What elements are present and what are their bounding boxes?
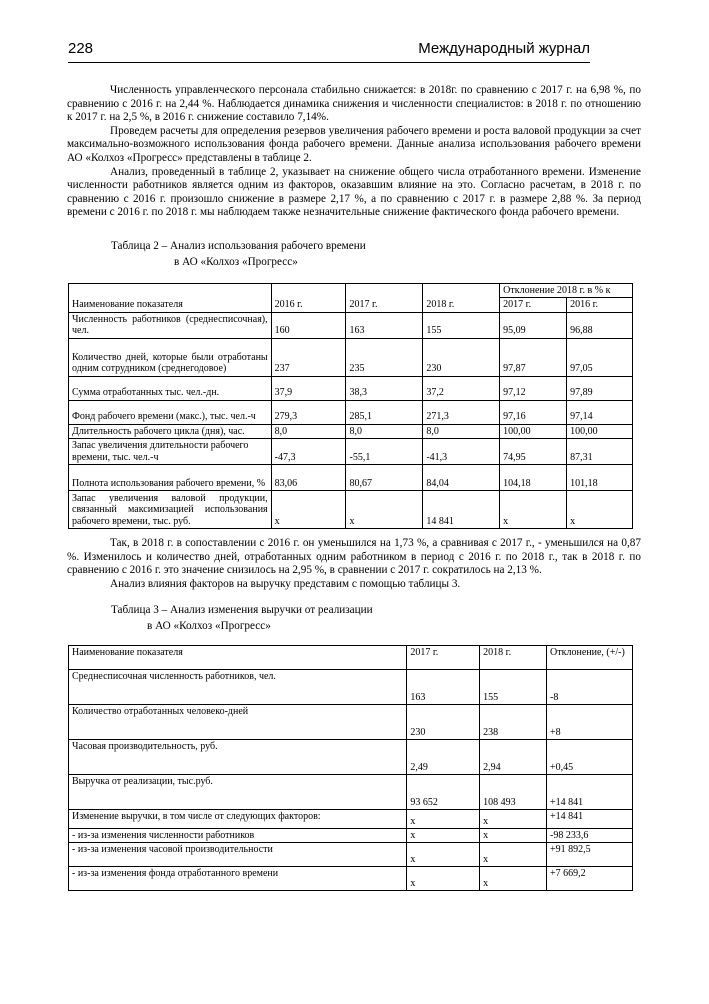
cell: 97,16 — [500, 400, 567, 424]
table3-caption-line2: в АО «Колхоз «Прогресс» — [147, 620, 271, 632]
journal-title: Международный журнал — [418, 40, 590, 57]
cell: 83,06 — [271, 465, 346, 491]
page-number: 228 — [68, 40, 94, 57]
cell: 14 841 — [423, 491, 500, 529]
table-row — [69, 376, 633, 400]
cell: х — [271, 491, 346, 529]
cell: +91 892,5 — [547, 843, 633, 867]
cell: 8,0 — [271, 424, 346, 438]
cell: 100,00 — [567, 424, 633, 438]
cell: 96,88 — [567, 312, 633, 338]
cell: 238 — [480, 705, 547, 740]
table-row — [69, 740, 633, 775]
table-row — [69, 867, 633, 891]
header-cell: 2018 г. — [423, 284, 500, 313]
cell: +8 — [547, 705, 633, 740]
paragraph: Анализ влияния факторов на выручку представим с помощью таблицы 3. — [110, 577, 461, 590]
cell: -98 233,6 — [547, 829, 633, 843]
cell: х — [407, 843, 480, 867]
cell: 2,94 — [480, 740, 547, 775]
cell: 74,95 — [500, 439, 567, 465]
cell: 87,31 — [567, 439, 633, 465]
body-text-top — [67, 84, 641, 220]
row-label: - из-за изменения часовой производительности — [69, 843, 407, 867]
cell: 80,67 — [346, 465, 423, 491]
cell: х — [407, 867, 480, 891]
row-label: Запас увеличения валовой продукции, связанный максимизацией использования рабочего времени, тыс. руб. — [69, 491, 272, 529]
header-cell: 2017 г. — [500, 298, 567, 312]
cell: х — [346, 491, 423, 529]
body-text-mid — [67, 537, 641, 591]
table-row — [69, 400, 633, 424]
header-cell: Отклонение 2018 г. в % к — [500, 284, 633, 298]
table-3 — [68, 645, 633, 891]
table-row — [69, 843, 633, 867]
cell: 160 — [271, 312, 346, 338]
cell: 97,05 — [567, 338, 633, 376]
cell: 84,04 — [423, 465, 500, 491]
cell: 155 — [423, 312, 500, 338]
cell: 271,3 — [423, 400, 500, 424]
cell: х — [480, 867, 547, 891]
cell: 37,2 — [423, 376, 500, 400]
cell: 8,0 — [346, 424, 423, 438]
table-row — [69, 670, 633, 705]
cell: 237 — [271, 338, 346, 376]
cell: +14 841 — [547, 775, 633, 810]
table-row — [69, 829, 633, 843]
header-cell: Отклонение, (+/-) — [547, 646, 633, 670]
cell: 2,49 — [407, 740, 480, 775]
header-cell: 2018 г. — [480, 646, 547, 670]
row-label: Выручка от реализации, тыс.руб. — [69, 775, 407, 810]
cell: х — [480, 810, 547, 829]
cell: х — [407, 810, 480, 829]
table-row — [69, 439, 633, 465]
cell: 279,3 — [271, 400, 346, 424]
cell: х — [480, 829, 547, 843]
cell: х — [407, 829, 480, 843]
table-header-row — [69, 646, 633, 670]
header-cell: 2016 г. — [271, 284, 346, 313]
row-label: Запас увеличения длительности рабочего времени, тыс. чел.-ч — [69, 439, 272, 465]
cell: х — [500, 491, 567, 529]
cell: +0,45 — [547, 740, 633, 775]
paragraph: Проведем расчеты для определения резервов увеличения рабочего времени и роста валовой продукции за счет максимально-возможного использования фонда рабочего времени. Данные анализа использования рабочего времени АО «Колхоз «Прогресс» представлены в таблице 2. — [67, 124, 641, 164]
header-cell: Наименование показателя — [69, 646, 407, 670]
cell: 97,12 — [500, 376, 567, 400]
cell: 97,14 — [567, 400, 633, 424]
table2-caption-line1: Таблица 2 – Анализ использования рабочего времени — [111, 240, 366, 252]
cell: 97,87 — [500, 338, 567, 376]
cell: -8 — [547, 670, 633, 705]
header-cell: 2016 г. — [567, 298, 633, 312]
row-label: Часовая производительность, руб. — [69, 740, 407, 775]
table-row — [69, 705, 633, 740]
table-row — [69, 810, 633, 829]
row-label: Численность работников (среднесписочная), чел. — [69, 312, 272, 338]
cell: 108 493 — [480, 775, 547, 810]
cell: 101,18 — [567, 465, 633, 491]
row-label: Длительность рабочего цикла (дня), час. — [69, 424, 272, 438]
cell: х — [480, 843, 547, 867]
table-header-row — [69, 284, 633, 298]
cell: 230 — [423, 338, 500, 376]
row-label: - из-за изменения фонда отработанного времени — [69, 867, 407, 891]
table-row — [69, 338, 633, 376]
header-cell: 2017 г. — [346, 284, 423, 313]
row-label: - из-за изменения численности работников — [69, 829, 407, 843]
cell: 285,1 — [346, 400, 423, 424]
table-row — [69, 491, 633, 529]
table2-caption-line2: в АО «Колхоз «Прогресс» — [174, 256, 298, 268]
row-label: Количество отработанных человеко-дней — [69, 705, 407, 740]
table-row — [69, 465, 633, 491]
cell: 95,09 — [500, 312, 567, 338]
table-2 — [68, 283, 633, 529]
paragraph: Численность управленческого персонала стабильно снижается: в 2018г. по сравнению с 2017 г. на 6,98 %, по сравнению с 2016 г. на 2,44 %. Наблюдается динамика снижения и численности специалистов: в 2018 г. по отношению к 2017 г. на 2,5 %, в 2016 г. снижение составило 7,14%. — [67, 84, 641, 124]
table-row — [69, 424, 633, 438]
row-label: Среднесписочная численность работников, чел. — [69, 670, 407, 705]
cell: +14 841 — [547, 810, 633, 829]
cell: +7 669,2 — [547, 867, 633, 891]
table3-caption-line1: Таблица 3 – Анализ изменения выручки от реализации — [111, 604, 373, 616]
paragraph: Анализ, проведенный в таблице 2, указывает на снижение общего числа отработанного времени. Изменение численности работников является одним из факторов, оказавшим влияние на это. Согласно расчетам, в 2018 г. по сравнению с 2016 г. произошло снижение в размере 2,17 %, а по сравнению с 2017 г. в размере 2,88 %. За период времени с 2016 г. по 2018 г. мы наблюдаем также незначительные снижение фактического фонда рабочего времени. — [67, 165, 641, 219]
cell: 235 — [346, 338, 423, 376]
paragraph: Так, в 2018 г. в сопоставлении с 2016 г. он уменьшился на 1,73 %, а сравнивая с 2017 г., - уменьшился на 0,87 %. Изменилось и количество дней, отработанных одним работником в период с 2016 г. по 2018 г., так в 2018 г. по сравнению с 2016 г. это значение снизилось на 2,95 %, в сравнении с 2017 г. сократилось на 2,13 %. — [67, 537, 641, 577]
cell: 93 652 — [407, 775, 480, 810]
cell: 37,9 — [271, 376, 346, 400]
cell: 97,89 — [567, 376, 633, 400]
cell: -47,3 — [271, 439, 346, 465]
cell: -41,3 — [423, 439, 500, 465]
row-label: Фонд рабочего времени (макс.), тыс. чел.-ч — [69, 400, 272, 424]
cell: 163 — [407, 670, 480, 705]
cell: 8,0 — [423, 424, 500, 438]
header-cell: 2017 г. — [407, 646, 480, 670]
cell: 38,3 — [346, 376, 423, 400]
cell: 155 — [480, 670, 547, 705]
table-row — [69, 775, 633, 810]
cell: 100,00 — [500, 424, 567, 438]
row-label: Сумма отработанных тыс. чел.-дн. — [69, 376, 272, 400]
table-row — [69, 312, 633, 338]
cell: 163 — [346, 312, 423, 338]
cell: х — [567, 491, 633, 529]
cell: -55,1 — [346, 439, 423, 465]
cell: 230 — [407, 705, 480, 740]
row-label: Количество дней, которые были отработаны одним сотрудником (среднегодовое) — [69, 338, 272, 376]
cell: 104,18 — [500, 465, 567, 491]
row-label: Изменение выручки, в том числе от следующих факторов: — [69, 810, 407, 829]
header-cell: Наименование показателя — [69, 284, 272, 313]
page-header — [68, 40, 590, 63]
row-label: Полнота использования рабочего времени, % — [69, 465, 272, 491]
